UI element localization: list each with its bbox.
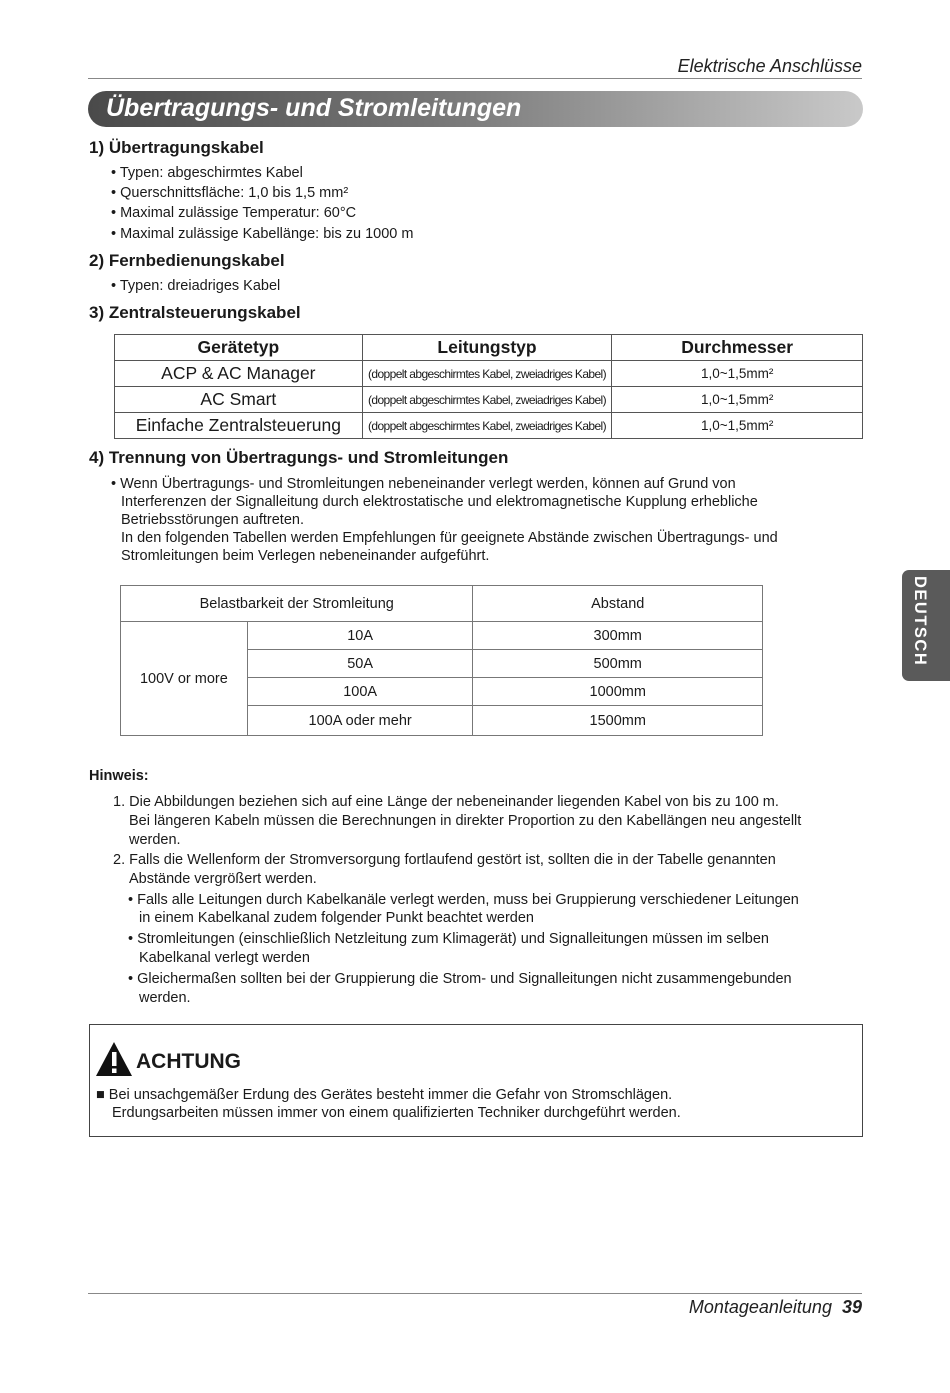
table-cell: 1,0~1,5mm² [612,413,863,439]
table-cell: 1500mm [473,706,763,736]
bullet-item: • Maximal zulässige Temperatur: 60°C [111,205,357,221]
footer [689,1297,862,1318]
note-line: • Gleichermaßen sollten bei der Gruppierung die Strom- und Signalleitungen nicht zusammengebunden [128,971,792,987]
warning-icon [95,1041,133,1077]
note-line: 2. Falls die Wellenform der Stromversorgung fortlaufend gestört ist, sollten die in der Tabelle genannten [113,852,776,868]
table-header-row [121,586,763,622]
note-line: in einem Kabelkanal zudem folgender Punkt beachtet werden [139,910,534,926]
paragraph-line: Interferenzen der Signalleitung durch elektrostatische und elektromagnetische Kupplung erhebliche [121,494,758,510]
table-cell: 10A [247,622,473,650]
header-rule [88,78,862,79]
paragraph-line: Betriebsstörungen auftreten. [121,512,304,528]
note-line: Kabelkanal verlegt werden [139,950,310,966]
central-control-cable-table [114,334,863,439]
table-row [115,413,863,439]
table-cell: 100A oder mehr [247,706,473,736]
table-row [121,622,763,650]
heading-separation: 4) Trennung von Übertragungs- und Stromleitungen [89,448,509,467]
page-title: Übertragungs- und Stromleitungen [106,94,522,122]
note-line: werden. [129,832,181,848]
bullet-item: • Typen: abgeschirmtes Kabel [111,165,303,181]
table-cell: 50A [247,650,473,678]
column-header: Abstand [473,586,763,622]
table-cell: 500mm [473,650,763,678]
table-row [115,387,863,413]
heading-remote-cable: 2) Fernbedienungskabel [89,251,285,270]
note-line: • Stromleitungen (einschließlich Netzleitung zum Klimagerät) und Signalleitungen müssen im selben [128,931,769,947]
table-cell: 1,0~1,5mm² [612,387,863,413]
note-line: Bei längeren Kabeln müssen die Berechnungen in direkter Proportion zu den Kabellängen neu angestellt [129,813,802,829]
bullet-item: • Typen: dreiadriges Kabel [111,278,281,294]
note-line: werden. [139,990,191,1006]
language-tab [902,570,950,681]
table-cell: ACP & AC Manager [115,361,363,387]
column-header: Gerätetyp [115,335,363,361]
heading-transmission-cable: 1) Übertragungskabel [89,138,264,157]
table-cell: 1,0~1,5mm² [612,361,863,387]
table-group-cell: 100V or more [121,622,248,736]
table-cell: Einfache Zentralsteuerung [115,413,363,439]
note-line: • Falls alle Leitungen durch Kabelkanäle verlegt werden, muss bei Gruppierung verschiedener Leitungen [128,892,799,908]
distance-table [120,585,763,736]
bullet-item: • Querschnittsfläche: 1,0 bis 1,5 mm² [111,185,349,201]
notes-heading: Hinweis: [89,768,149,784]
language-tab-label: DEUTSCH [911,576,929,667]
paragraph-line: Stromleitungen beim Verlegen nebeneinander aufgeführt. [121,548,490,564]
section-title: Elektrische Anschlüsse [677,56,862,76]
caution-line: ■ Bei unsachgemäßer Erdung des Gerätes besteht immer die Gefahr von Stromschlägen. [96,1087,673,1103]
heading-central-control-cable: 3) Zentralsteuerungskabel [89,303,301,322]
table-cell: 1000mm [473,678,763,706]
title-banner [88,91,863,127]
footer-rule [88,1293,862,1294]
column-header: Belastbarkeit der Stromleitung [121,586,473,622]
table-header-row [115,335,863,361]
note-line: Abstände vergrößert werden. [129,871,317,887]
footer-manual-title: Montageanleitung [688,1297,832,1317]
note-line: 1. Die Abbildungen beziehen sich auf eine Länge der nebeneinander liegenden Kabel von bis zu 100 m. [113,794,779,810]
paragraph-line: • Wenn Übertragungs- und Stromleitungen nebeneinander verlegt werden, können auf Grund von [111,476,736,492]
table-cell: (doppelt abgeschirmtes Kabel, zweiadriges Kabel) [362,361,612,387]
page-number: 39 [841,1297,862,1317]
column-header: Leitungstyp [362,335,612,361]
column-header: Durchmesser [612,335,863,361]
table-row [115,361,863,387]
paragraph-line: In den folgenden Tabellen werden Empfehlungen für geeignete Abstände zwischen Übertragungs- und [121,530,778,546]
caution-title: ACHTUNG [136,1050,241,1073]
table-cell: 300mm [473,622,763,650]
table-cell: (doppelt abgeschirmtes Kabel, zweiadriges Kabel) [362,413,612,439]
table-cell: (doppelt abgeschirmtes Kabel, zweiadriges Kabel) [362,387,612,413]
table-cell: 100A [247,678,473,706]
caution-line: Erdungsarbeiten müssen immer von einem qualifizierten Techniker durchgeführt werden. [112,1105,681,1121]
bullet-item: • Maximal zulässige Kabellänge: bis zu 1000 m [111,226,414,242]
table-cell: AC Smart [115,387,363,413]
